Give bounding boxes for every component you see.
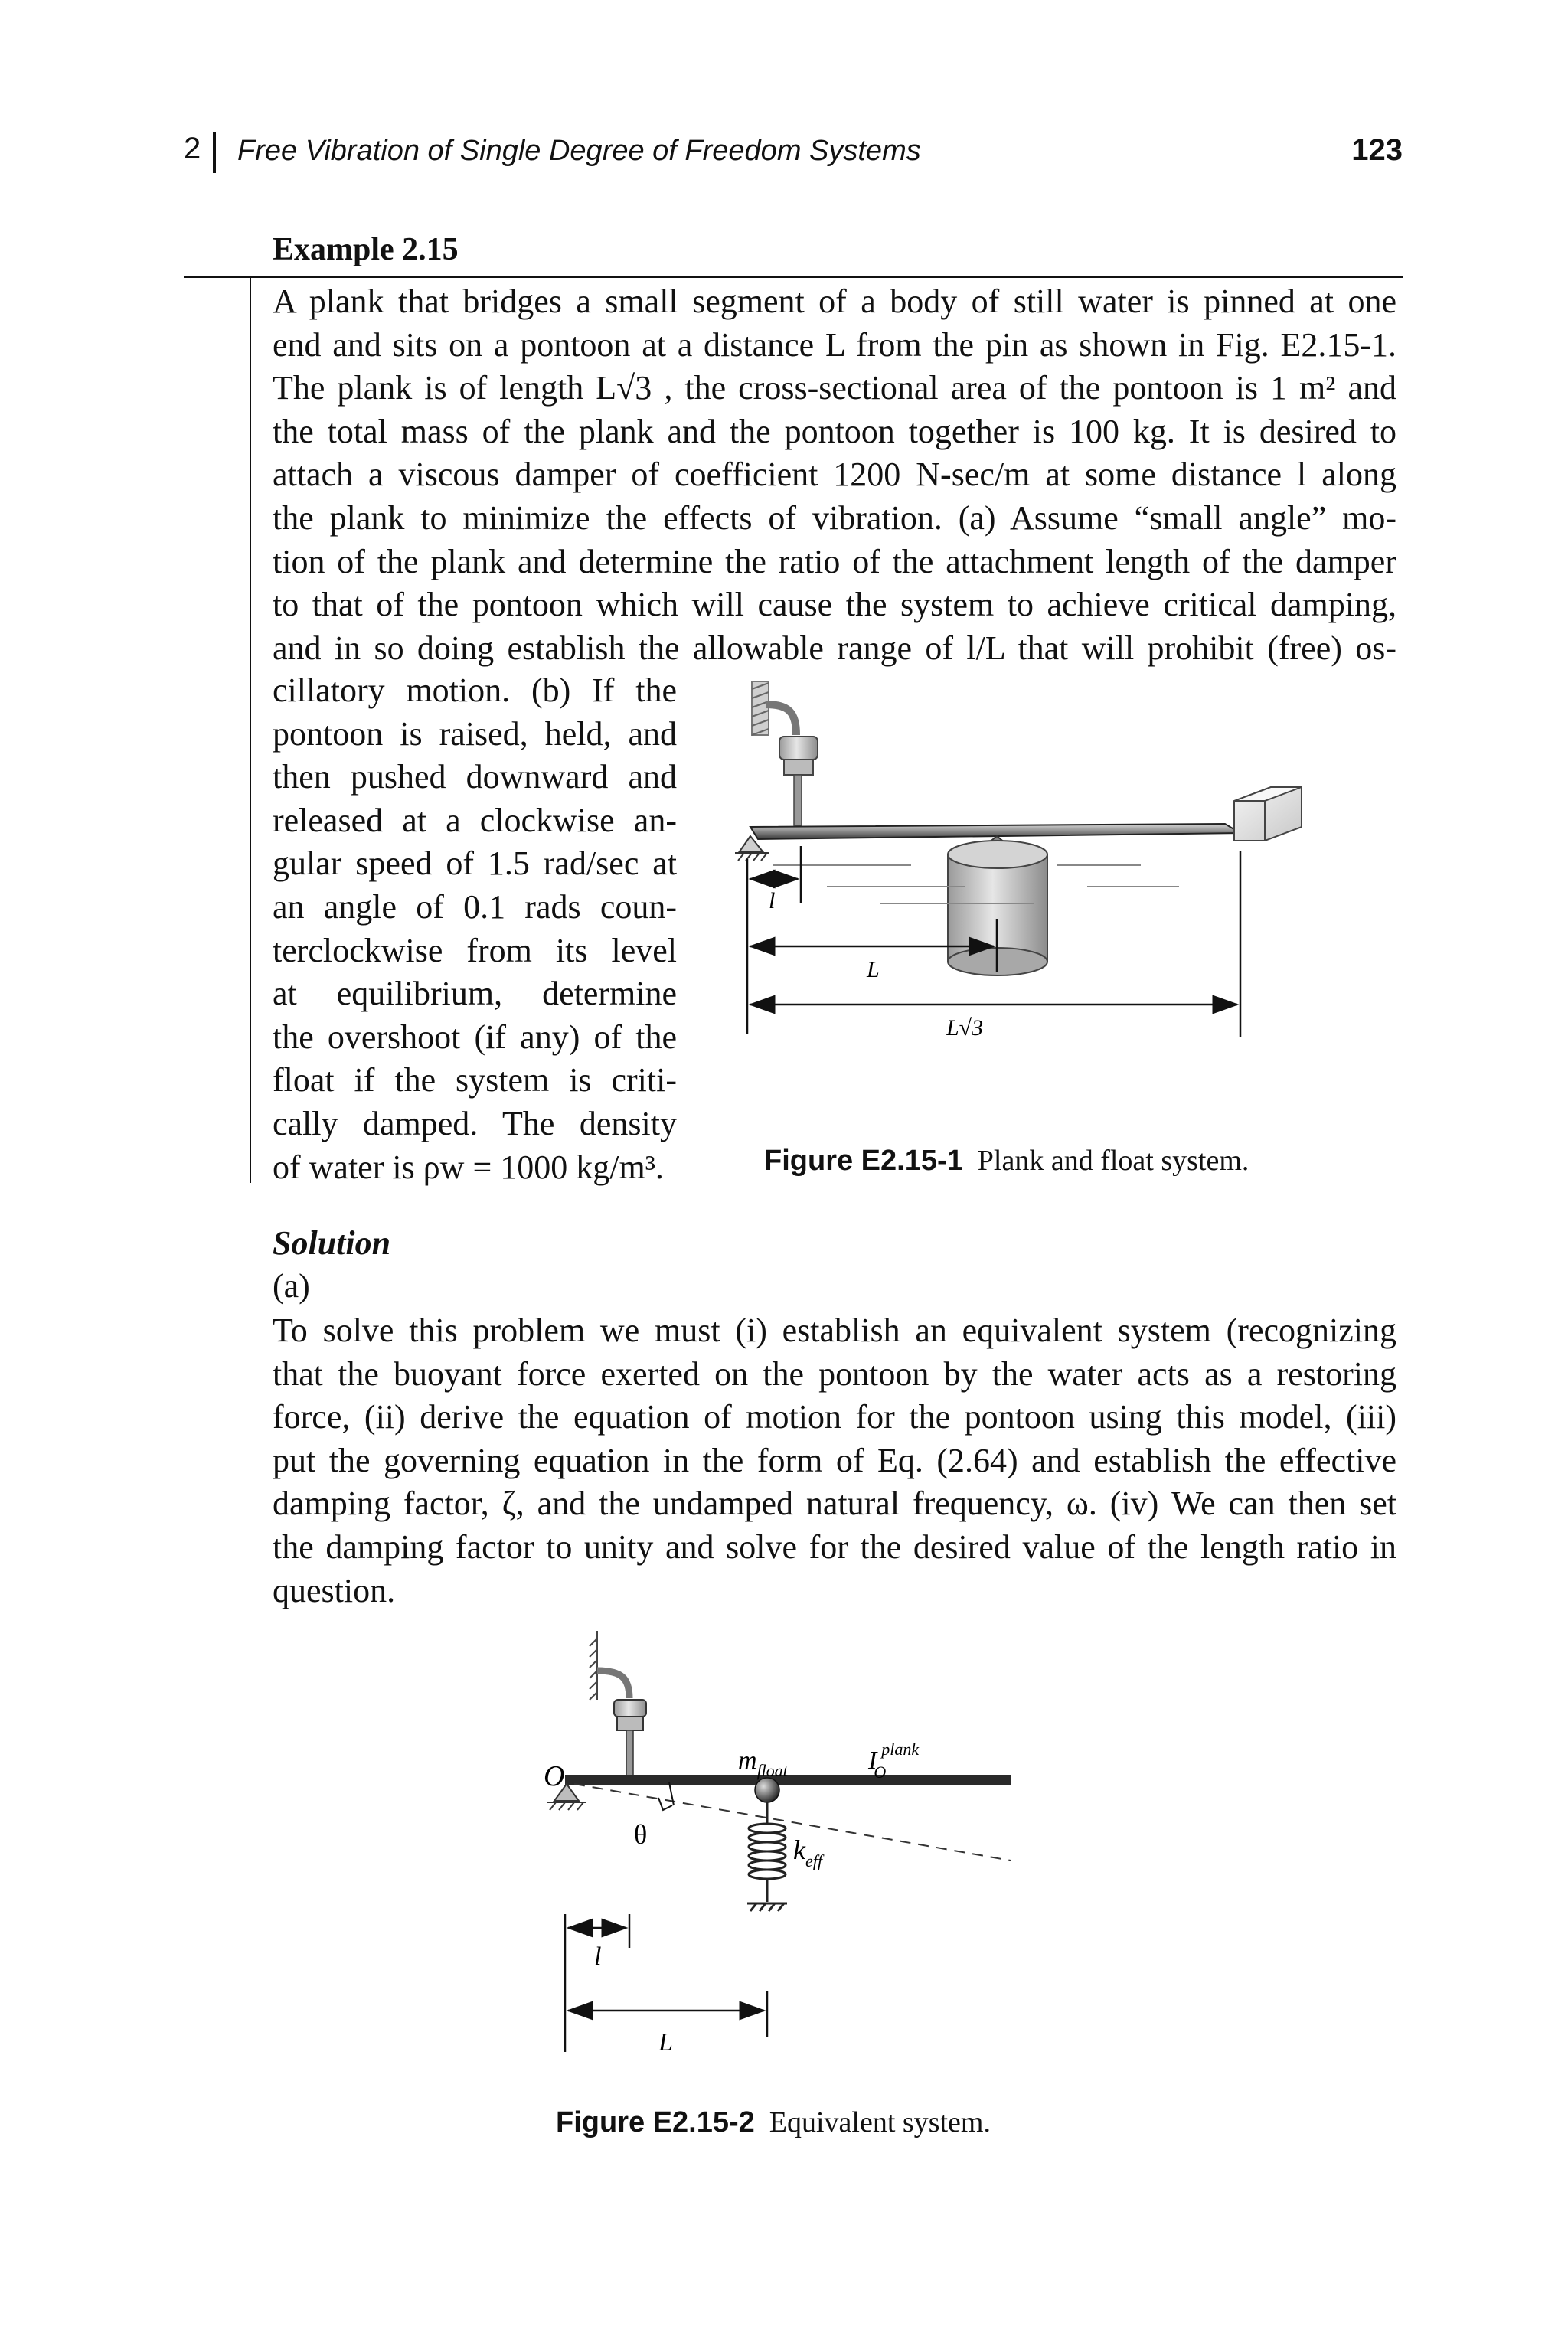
page-number: 123 [1351,133,1403,167]
end-block [1234,787,1302,841]
figure2-caption-text: Equivalent system. [769,2106,991,2138]
problem-line: gular speed of 1.5 rad/sec at [273,845,677,883]
problem-line: tion of the plank and determine the ratio of the attachment length of the damper [273,542,1396,580]
header-divider [213,132,216,173]
label-I: IOplank [868,1740,920,1782]
running-header [184,132,1403,178]
problem-line: of water is ρw = 1000 kg/m³. [273,1148,664,1186]
solution-line: that the buoyant force exerted on the pontoon by the water acts as a restoring [273,1354,1396,1393]
chapter-title: Free Vibration of Single Degree of Freedom Systems [237,135,921,167]
problem-line: float if the system is criti- [273,1061,677,1099]
problem-line: pontoon is raised, held, and [273,714,677,753]
problem-line: the overshoot (if any) of the [273,1018,677,1056]
problem-statement-continued [273,669,677,1189]
problem-line: terclockwise from its level [273,931,677,969]
solution-line: damping factor, ζ, and the undamped natural frequency, ω. (iv) We can then set [273,1485,1396,1523]
label-theta: θ [634,1819,648,1850]
example-top-rule [184,276,1403,278]
problem-line: end and sits on a pontoon at a distance L from the pin as shown in Fig. E2.15-1. [273,325,1396,364]
damper [766,704,818,825]
figure1-caption [764,1144,1249,1178]
label-l: l [769,888,776,913]
label-L: L [658,2028,673,2057]
mass-float [755,1778,779,1802]
label-L: L [867,957,880,982]
label-k: $k_{eff}$ [793,1834,822,1870]
figure-equivalent-system [452,1623,1141,2067]
problem-line: the total mass of the plank and the pontoon together is 100 kg. It is desired to [273,412,1396,450]
solution-heading: Solution [273,1224,391,1262]
label-l: l [594,1942,602,1971]
problem-line: cally damped. The density [273,1104,677,1142]
figure2-caption-label: Figure E2.15-2 [556,2106,755,2138]
example-title: Example 2.15 [273,232,459,267]
problem-line: A plank that bridges a small segment of a body of still water is pinned at one [273,283,1396,320]
solution-line: put the governing equation in the form of Eq. (2.64) and establish the effective [273,1441,1396,1479]
figure1-caption-label: Figure E2.15-1 [764,1145,963,1177]
problem-line: to that of the pontoon which will cause the system to achieve critical damping, [273,586,1396,624]
problem-line: an angle of 0.1 rads coun- [273,887,677,926]
part-a-label: (a) [273,1267,310,1305]
problem-line: then pushed downward and [273,758,677,796]
spring-k-eff [747,1802,787,1911]
solution-text [273,1309,1396,1612]
problem-line: and in so doing establish the allowable range of l/L that will prohibit (free) os- [273,629,1396,667]
problem-statement [273,280,1396,670]
chapter-number: 2 [184,132,201,165]
label-O: O [544,1760,565,1792]
problem-line: the plank to minimize the effects of vibration. (a) Assume “small angle” mo- [273,498,1396,537]
problem-line: attach a viscous damper of coefficient 1200 N-sec/m at some distance l along [273,456,1396,494]
label-L-root3: L√3 [946,1015,984,1041]
example-left-rule [250,276,251,1183]
problem-line: at equilibrium, determine [273,975,677,1013]
figure2-caption [556,2106,991,2139]
problem-line: The plank is of length L√3 , the cross-sectional area of the pontoon is 1 m² and [273,369,1396,407]
solution-line: To solve this problem we must (i) establish an equivalent system (recognizing [273,1312,1396,1349]
damper-wall-hatch [590,1631,597,1700]
figure-plank-float [689,674,1370,1141]
damper [597,1671,646,1776]
figure1-caption-text: Plank and float system. [977,1145,1250,1177]
label-m: $m_{float}$ [738,1746,788,1780]
problem-line: released at a clockwise an- [273,801,677,839]
problem-line: cillatory motion. (b) If the [273,671,677,709]
solution-line: force, (ii) derive the equation of motion for the pontoon using this model, (iii) [273,1398,1396,1436]
solution-line: the damping factor to unity and solve for the desired value of the length ratio in [273,1527,1396,1566]
rigid-bar [565,1775,1011,1785]
solution-line: question. [273,1571,396,1609]
